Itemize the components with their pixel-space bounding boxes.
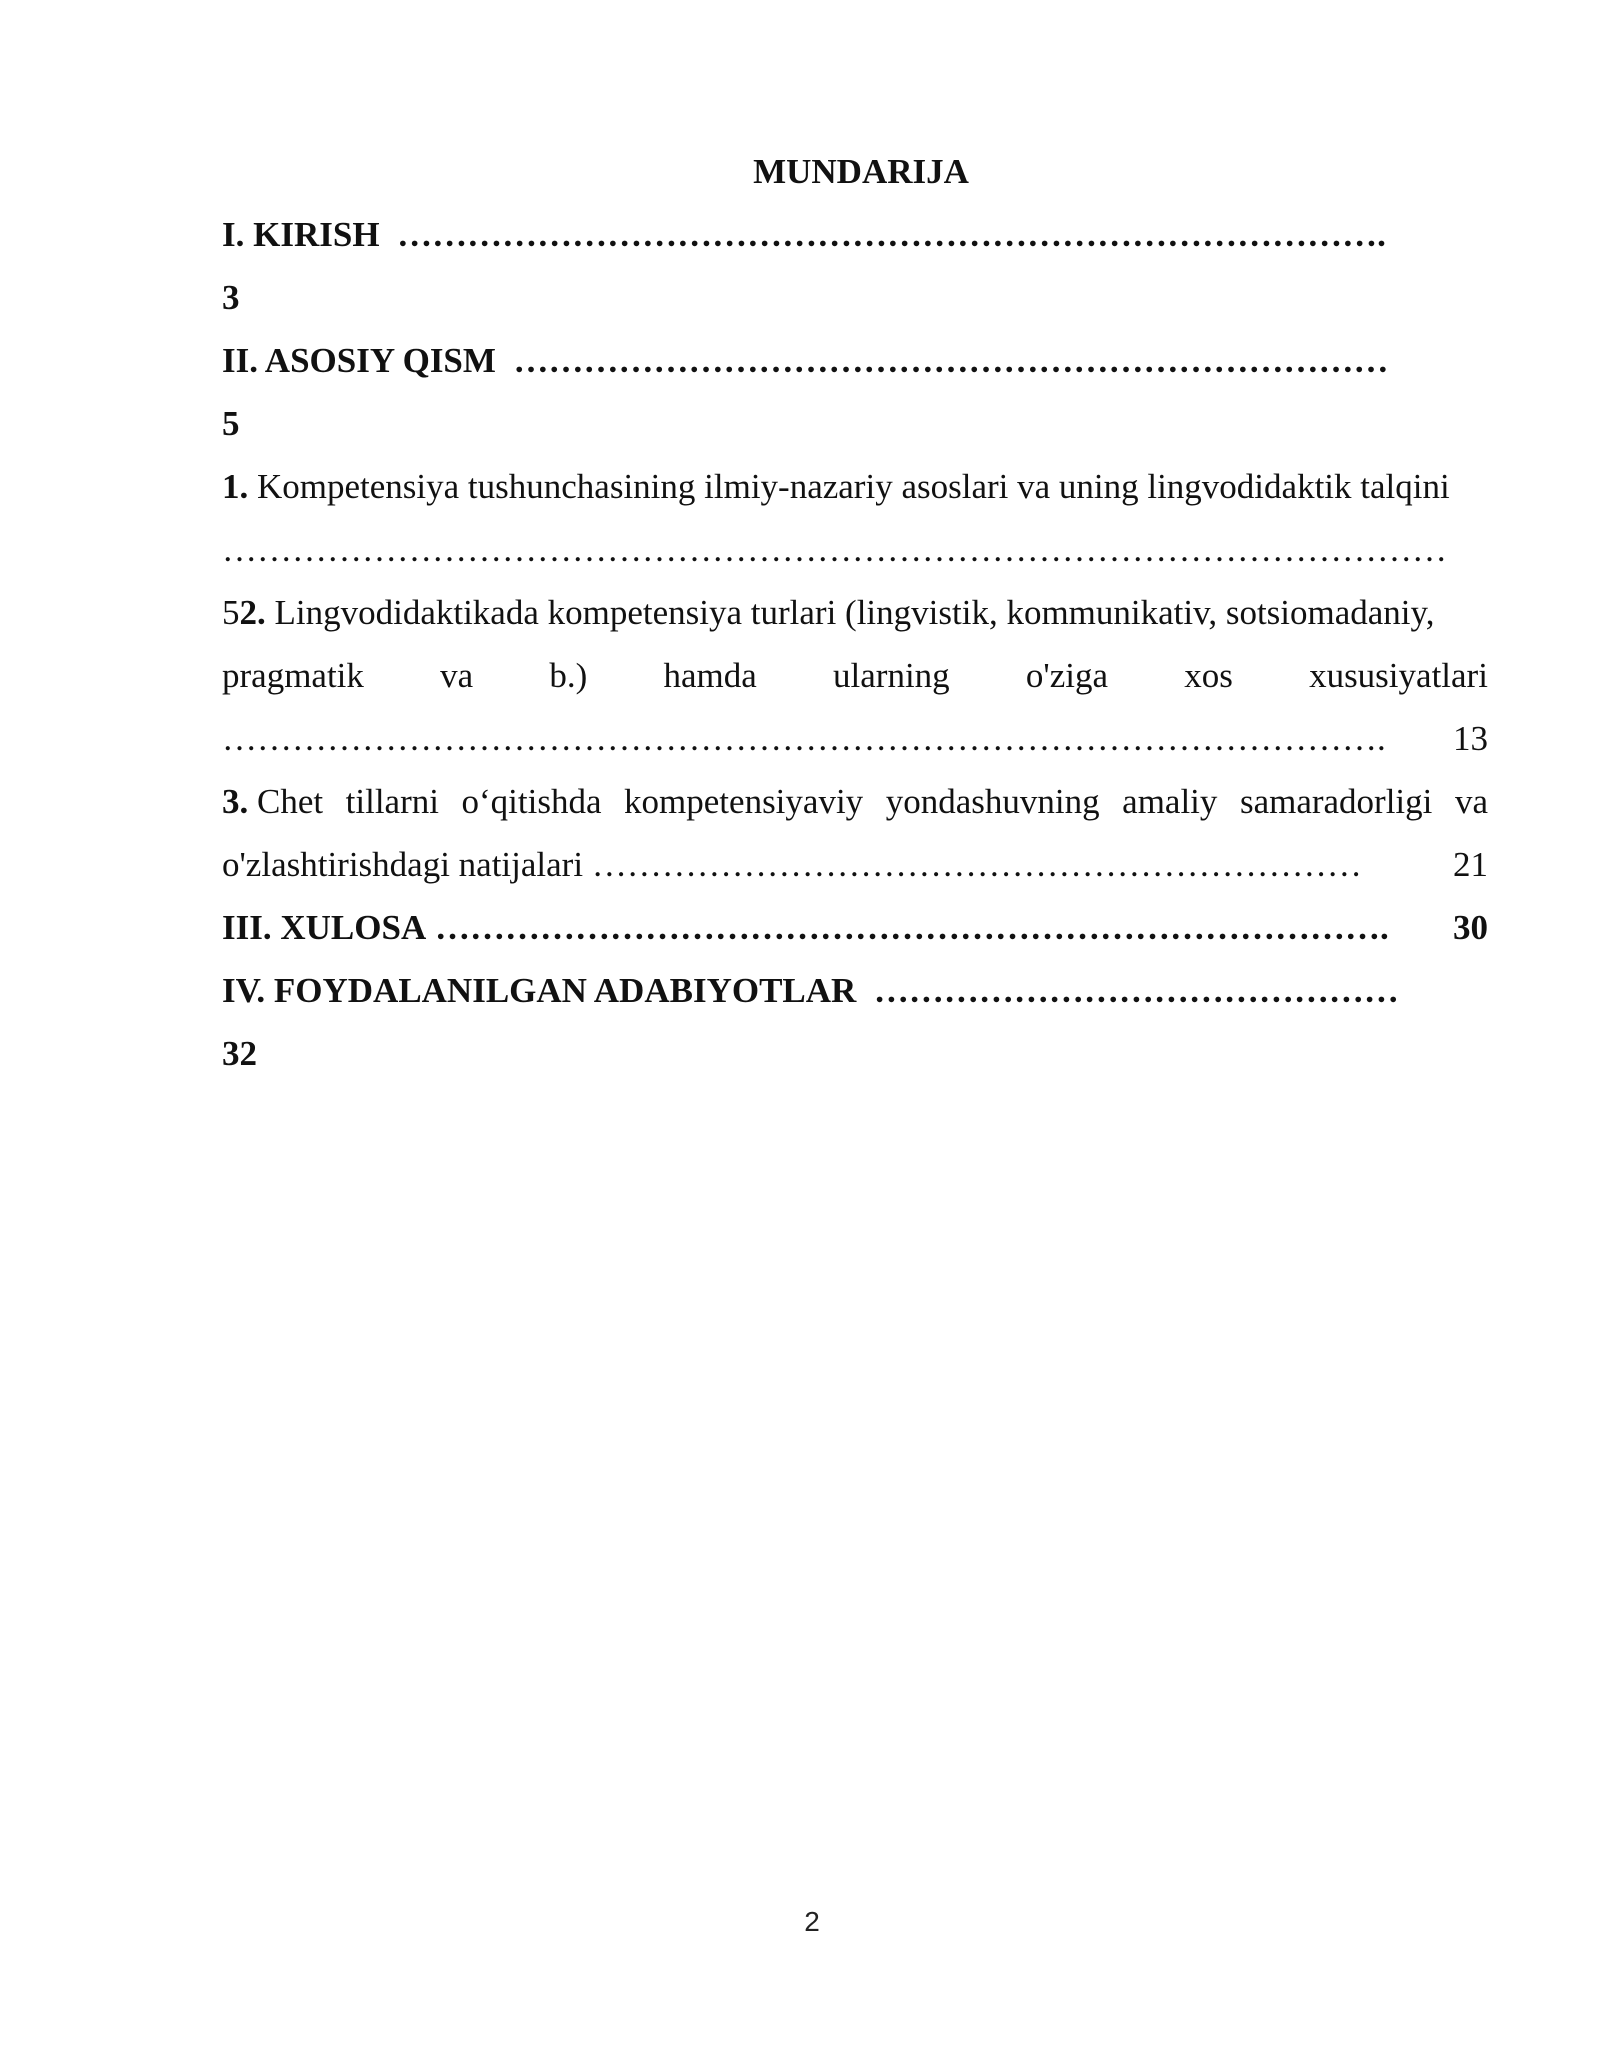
toc-subentry-2-line2 — [222, 644, 1488, 707]
page-title: MUNDARIJA — [753, 152, 969, 191]
toc-subentry-number: 3. — [222, 782, 249, 821]
toc-entry-page-number: 5 — [222, 404, 240, 443]
toc-word: pragmatik — [222, 656, 364, 695]
toc-word: kompetensiyaviy — [624, 782, 864, 821]
toc-subentry-3 — [222, 770, 1488, 833]
toc-dot-leader: ………………………………………………………………………. — [434, 908, 1389, 947]
toc-word: xususiyatlari — [1309, 656, 1488, 695]
toc-subentry-number: 2. — [239, 593, 266, 632]
toc-word: xos — [1184, 656, 1233, 695]
toc-entry-page-number: 21 — [1453, 845, 1488, 884]
toc-subentry-text: o'zlashtirishdagi natijalari — [222, 845, 584, 884]
toc-entry-xulosa — [222, 896, 1488, 959]
toc-entry-asosiy-qism — [222, 329, 1488, 392]
toc-dot-leader: ………………………………………………………… — [591, 845, 1362, 884]
toc-dot-leader: ……………………………………… — [873, 971, 1399, 1010]
toc-entry-label: IV. FOYDALANILGAN ADABIYOTLAR — [222, 971, 857, 1010]
footer-page-number: 2 — [804, 1906, 820, 1937]
toc-entry-label: I. KIRISH — [222, 215, 380, 254]
toc-entry-page-number: 5 — [222, 593, 240, 632]
toc-entry-page-number: 32 — [222, 1034, 257, 1073]
toc-word: samaradorligi — [1239, 782, 1433, 821]
toc-word: yondashuvning — [885, 782, 1100, 821]
toc-subentry-text: Kompetensiya tushunchasining ilmiy-nazariy asoslari va uning lingvodidaktik talqini — [257, 467, 1450, 506]
toc-word: Chet — [257, 782, 324, 821]
toc-word: tillarni — [345, 782, 439, 821]
toc-word: va — [1454, 782, 1488, 821]
toc-word: hamda — [663, 656, 757, 695]
toc-subentry-text: Lingvodidaktikada kompetensiya turlari (lingvistik, kommunikativ, sotsiomadaniy, — [274, 593, 1435, 632]
toc-word: va — [440, 656, 474, 695]
toc-subentry-1 — [222, 455, 1488, 518]
toc-subentry-3-line2 — [222, 833, 1488, 896]
toc-entry-page-number: 30 — [1453, 908, 1488, 947]
table-of-contents — [222, 140, 1488, 1085]
toc-dot-leader: ………………………………………………………………… — [513, 341, 1389, 380]
toc-entry-kirish — [222, 203, 1488, 266]
toc-word: b.) — [549, 656, 588, 695]
toc-word: o'ziga — [1025, 656, 1108, 695]
toc-word: ularning — [833, 656, 950, 695]
toc-word: amaliy — [1122, 782, 1218, 821]
toc-entry-page-number: 13 — [1453, 719, 1488, 758]
toc-dot-leader: …………………………………………………………………………. — [397, 215, 1386, 254]
toc-subentry-2 — [222, 581, 1488, 644]
toc-word: o‘qitishda — [461, 782, 602, 821]
toc-dot-leader: ………………………………………………………………………………………. — [222, 719, 1386, 758]
toc-dot-leader: …………………………………………………………………………………………… — [222, 530, 1447, 569]
toc-entry-page-number: 3 — [222, 278, 240, 317]
toc-entry-label: III. XULOSA — [222, 908, 427, 947]
toc-entry-label: II. ASOSIY QISM — [222, 341, 496, 380]
toc-subentry-number: 1. — [222, 467, 249, 506]
toc-entry-adabiyotlar — [222, 959, 1488, 1022]
toc-dot-leader-row — [222, 518, 1488, 581]
toc-dot-leader-row — [222, 707, 1488, 770]
